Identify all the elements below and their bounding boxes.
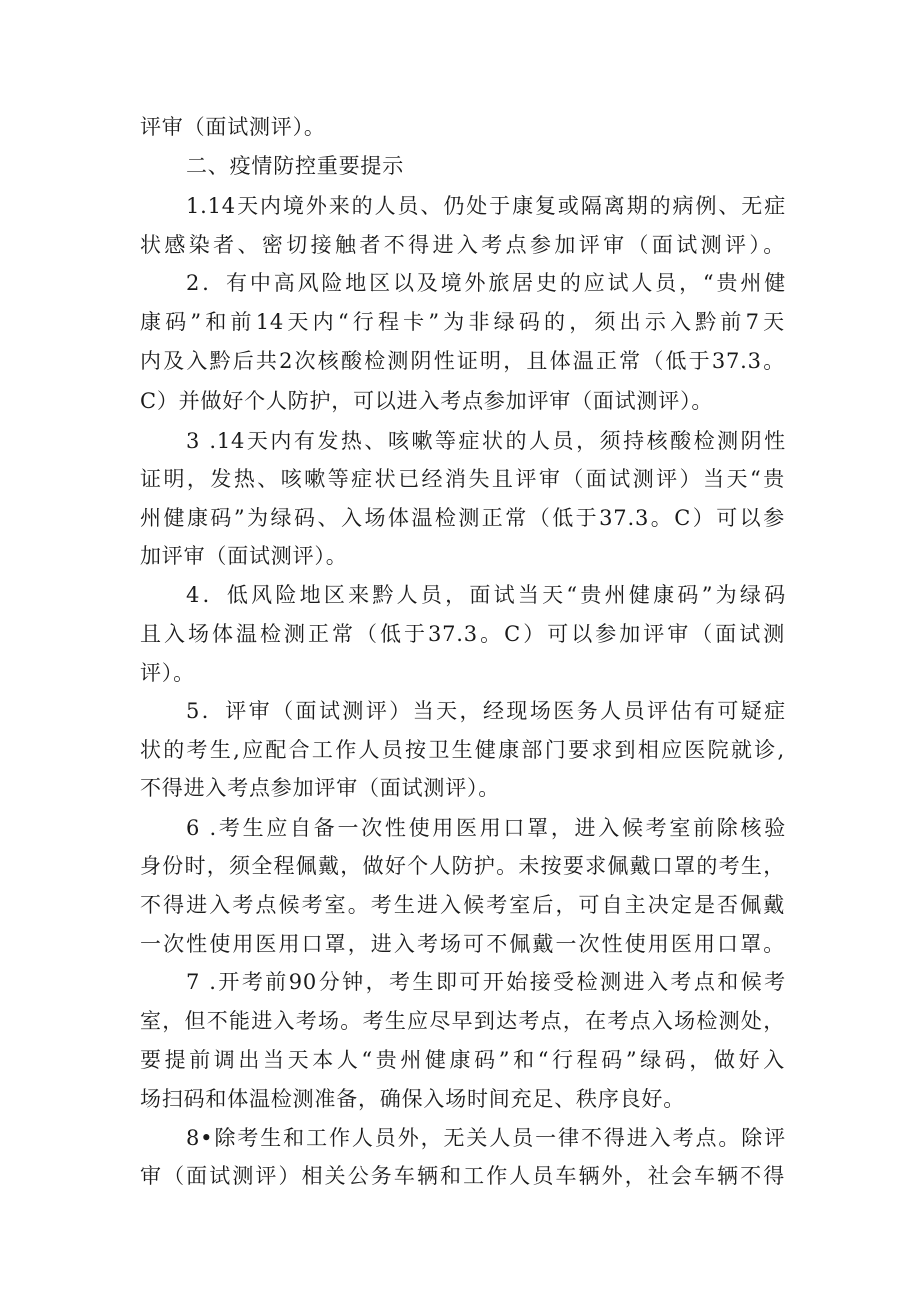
text-line: 康码”和前14天内“行程卡”为非绿码的，须出示入黔前7天: [140, 310, 785, 334]
text-line: 状的考生,应配合工作人员按卫生健康部门要求到相应医院就诊,: [140, 738, 785, 762]
text-line: 8•除考生和工作人员外，无关人员一律不得进入考点。除评: [186, 1126, 786, 1150]
text-line: 评审（面试测评）。: [140, 115, 326, 139]
text-line: 5．评审（面试测评）当天，经现场医务人员评估有可疑症: [186, 699, 786, 723]
text-line: 不得进入考点参加评审（面试测评）。: [140, 776, 501, 800]
text-line: 州健康码”为绿码、入场体温检测正常（低于37.3。C）可以参: [140, 506, 785, 530]
text-line: 状感染者、密切接触者不得进入考点参加评审（面试测评）。: [140, 233, 785, 257]
text-line: 4．低风险地区来黔人员，面试当天“贵州健康码”为绿码: [186, 583, 786, 607]
text-line: 3 .14天内有发热、咳嗽等症状的人员，须持核酸检测阴性: [186, 429, 786, 453]
text-line: 加评审（面试测评）。: [140, 544, 348, 568]
text-line: 7 .开考前90分钟，考生即可开始接受检测进入考点和候考: [186, 970, 786, 994]
text-line: 证明，发热、咳嗽等症状已经消失且评审（面试测评）当天“贵: [140, 467, 785, 491]
text-line: C）并做好个人防护，可以进入考点参加评审（面试测评）。: [140, 389, 714, 413]
text-line: 身份时，须全程佩戴，做好个人防护。未按要求佩戴口罩的考生，: [140, 854, 785, 878]
text-line: 内及入黔后共2次核酸检测阴性证明，且体温正常（低于37.3。: [140, 349, 785, 373]
text-line: 不得进入考点候考室。考生进入候考室后，可自主决定是否佩戴: [140, 893, 785, 917]
section-heading: 二、疫情防控重要提示: [186, 154, 404, 178]
text-line: 2．有中高风险地区以及境外旅居史的应试人员，“贵州健: [186, 271, 786, 295]
text-line: 一次性使用医用口罩，进入考场可不佩戴一次性使用医用口罩。: [140, 932, 785, 956]
text-line: 1.14天内境外来的人员、仍处于康复或隔离期的病例、无症: [186, 194, 786, 218]
text-line: 6 .考生应自备一次性使用医用口罩，进入候考室前除核验: [186, 816, 786, 840]
text-line: 室，但不能进入考场。考生应尽早到达考点，在考点入场检测处，: [140, 1009, 785, 1033]
text-line: 且入场体温检测正常（低于37.3。C）可以参加评审（面试测: [140, 622, 785, 646]
text-line: 审（面试测评）相关公务车辆和工作人员车辆外，社会车辆不得: [140, 1164, 785, 1188]
text-line: 场扫码和体温检测准备，确保入场时间充足、秩序良好。: [140, 1087, 685, 1111]
text-line: 要提前调出当天本人“贵州健康码”和“行程码”绿码，做好入: [140, 1048, 785, 1072]
text-line: 评）。: [140, 661, 195, 685]
